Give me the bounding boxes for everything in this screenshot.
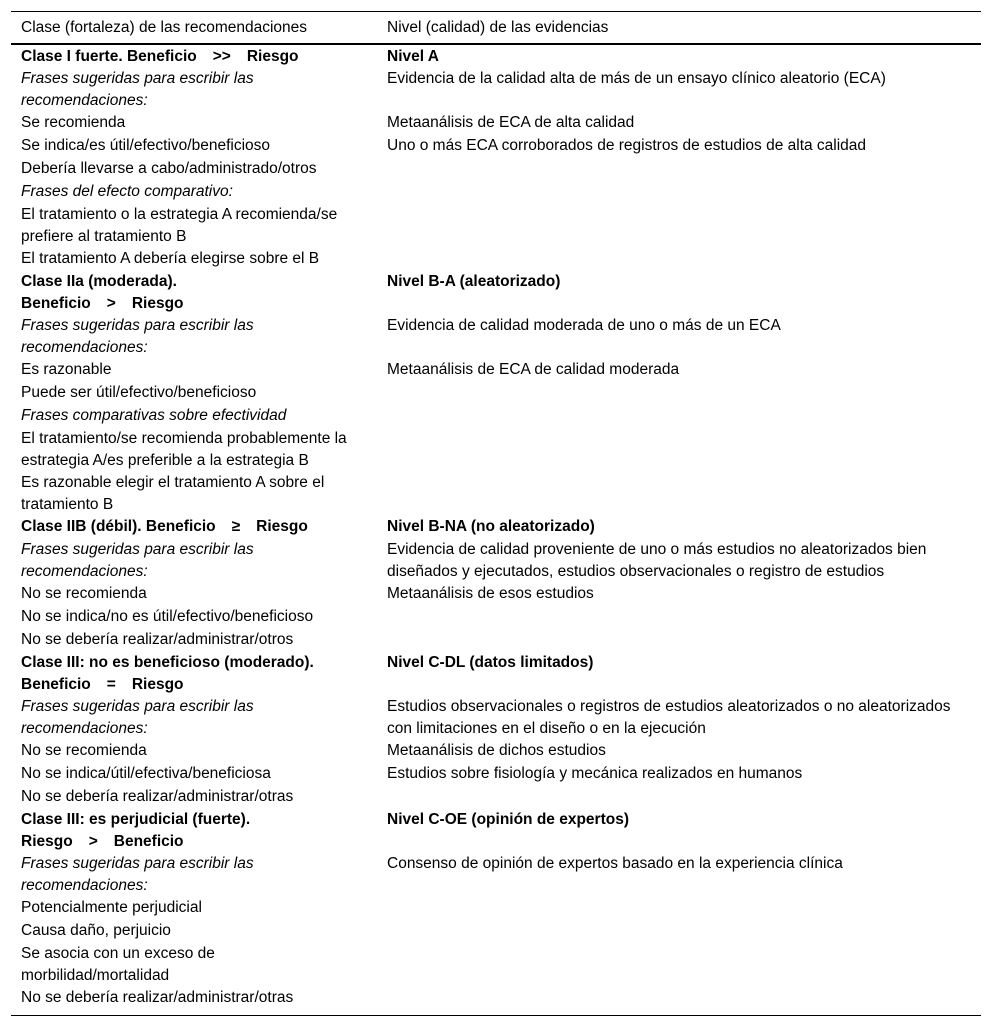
class-3-no-benefit-phrases-heading: Frases sugeridas para escribir las recomendaciones: xyxy=(21,698,254,737)
class-1-line: El tratamiento A debería elegirse sobre el B xyxy=(21,250,320,267)
class-3-no-benefit-balance: Beneficio = Riesgo xyxy=(21,676,184,693)
header-col-level: Nivel (calidad) de las evidencias xyxy=(387,19,609,36)
class-2a-balance: Beneficio > Riesgo xyxy=(21,295,184,312)
level-a-line: Uno o más ECA corroborados de registros de estudios de alta calidad xyxy=(387,137,867,154)
class-3-harm-title: Clase III: es perjudicial (fuerte). xyxy=(21,811,251,828)
class-2a-line: Es razonable elegir el tratamiento A sobre el tratamiento B xyxy=(21,474,325,513)
class-3-no-benefit-line: No se indica/útil/efectiva/beneficiosa xyxy=(21,765,271,782)
level-cdl-line: Estudios observacionales o registros de estudios aleatorizados o no aleatorizados con limitaciones en el diseño o en la ejecución xyxy=(387,698,951,737)
class-2a-line: Puede ser útil/efectivo/beneficioso xyxy=(21,384,257,401)
class-2a-line: Es razonable xyxy=(21,361,112,378)
class-2b-title: Clase IIB (débil). Beneficio ≥ Riesgo xyxy=(21,518,308,535)
class-3-harm-balance: Riesgo > Beneficio xyxy=(21,833,184,850)
class-2b-phrases-heading: Frases sugeridas para escribir las recomendaciones: xyxy=(21,541,254,580)
class-2a-title: Clase IIa (moderada). xyxy=(21,273,177,290)
class-3-no-benefit-line: No se debería realizar/administrar/otras xyxy=(21,788,294,805)
class-2a-line: El tratamiento/se recomienda probablemente la estrategia A/es preferible a la estrategia B xyxy=(21,430,347,469)
class-3-no-benefit-title: Clase III: no es beneficioso (moderado). xyxy=(21,654,314,671)
class-1-line: El tratamiento o la estrategia A recomienda/se prefiere al tratamiento B xyxy=(21,206,338,245)
class-3-harm-line: Se asocia con un exceso de morbilidad/mortalidad xyxy=(21,945,215,984)
level-coe-title: Nivel C-OE (opinión de expertos) xyxy=(387,811,629,828)
table-bottom-rule xyxy=(11,1015,981,1016)
level-cdl-line: Metaanálisis de dichos estudios xyxy=(387,742,606,759)
header-col-class: Clase (fortaleza) de las recomendaciones xyxy=(21,19,308,36)
level-bna-line: Evidencia de calidad proveniente de uno o más estudios no aleatorizados bien diseñados y ejecutados, estudios observacionales o registro de estudios xyxy=(387,541,927,580)
level-ba-line: Evidencia de calidad moderada de uno o más de un ECA xyxy=(387,317,781,334)
class-3-harm-phrases-heading: Frases sugeridas para escribir las recomendaciones: xyxy=(21,855,254,894)
class-2b-line: No se debería realizar/administrar/otros xyxy=(21,631,294,648)
table-top-rule xyxy=(11,11,981,12)
level-cdl-title: Nivel C-DL (datos limitados) xyxy=(387,654,594,671)
level-a-line: Metaanálisis de ECA de alta calidad xyxy=(387,114,635,131)
class-2a-comparative-heading: Frases comparativas sobre efectividad xyxy=(21,407,287,424)
class-2b-line: No se recomienda xyxy=(21,585,147,602)
level-ba-line: Metaanálisis de ECA de calidad moderada xyxy=(387,361,680,378)
level-bna-title: Nivel B-NA (no aleatorizado) xyxy=(387,518,595,535)
class-2b-line: No se indica/no es útil/efectivo/beneficioso xyxy=(21,608,314,625)
class-1-phrases-heading: Frases sugeridas para escribir las recomendaciones: xyxy=(21,70,254,109)
class-1-line: Se indica/es útil/efectivo/beneficioso xyxy=(21,137,271,154)
class-3-harm-line: Potencialmente perjudicial xyxy=(21,899,202,916)
class-1-line: Debería llevarse a cabo/administrado/otros xyxy=(21,160,317,177)
level-ba-title: Nivel B-A (aleatorizado) xyxy=(387,273,561,290)
class-3-harm-line: Causa daño, perjuicio xyxy=(21,922,171,939)
level-a-line: Evidencia de la calidad alta de más de un ensayo clínico aleatorio (ECA) xyxy=(387,70,886,87)
class-1-line: Se recomienda xyxy=(21,114,126,131)
header-rule xyxy=(11,43,981,45)
class-3-no-benefit-line: No se recomienda xyxy=(21,742,147,759)
level-bna-line: Metaanálisis de esos estudios xyxy=(387,585,594,602)
level-coe-line: Consenso de opinión de expertos basado en la experiencia clínica xyxy=(387,855,843,872)
level-a-title: Nivel A xyxy=(387,48,439,65)
class-2a-phrases-heading: Frases sugeridas para escribir las recomendaciones: xyxy=(21,317,254,356)
class-3-harm-line: No se debería realizar/administrar/otras xyxy=(21,989,294,1006)
class-1-comparative-heading: Frases del efecto comparativo: xyxy=(21,183,233,200)
class-1-title: Clase I fuerte. Beneficio >> Riesgo xyxy=(21,48,299,65)
level-cdl-line: Estudios sobre fisiología y mecánica realizados en humanos xyxy=(387,765,803,782)
